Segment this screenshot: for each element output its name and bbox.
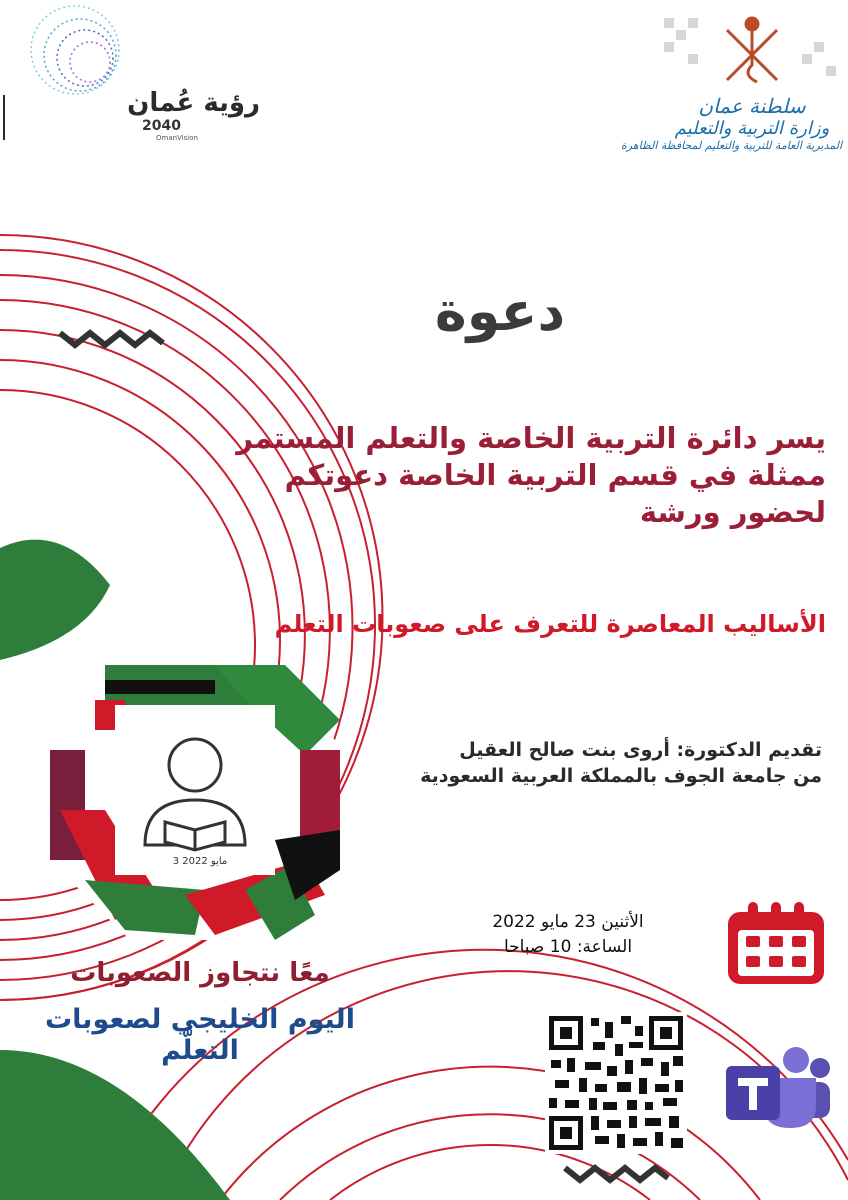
workshop-topic: الأساليب المعاصرة للتعرف على صعوبات التعلم [274, 610, 826, 638]
khanjar-emblem-icon [662, 10, 842, 94]
ministry-logo [620, 10, 842, 180]
oman-vision-logo [110, 88, 260, 142]
presenter-line-1: تقديم الدكتورة: أروى بنت صالح العقيل [459, 739, 822, 761]
presenter-line-2: من جامعة الجوف بالمملكة العربية السعودية [420, 764, 822, 787]
qr-code-icon[interactable] [545, 1012, 687, 1154]
event-time: الساعة: 10 صباحا [503, 936, 633, 957]
vision-year: 2040 [142, 118, 181, 134]
calendar-icon [726, 900, 826, 988]
vision-english: OmanVision [156, 134, 198, 142]
presenter-info [302, 738, 822, 789]
event-schedule [458, 910, 678, 959]
slogan-line-2: اليوم الخليجي لصعوبات التعلّم [45, 1004, 355, 1066]
green-blob-left [0, 540, 110, 660]
vision-arabic: رؤية عُمان [127, 88, 260, 118]
ministry-line-2: وزارة التربية والتعليم [674, 118, 830, 139]
event-date: الأثنين 23 مايو 2022 [492, 912, 644, 932]
ministry-line-3: المديرية العامة للتربية والتعليم لمحافظة الظاهرة [620, 139, 842, 152]
invitation-intro: يسر دائرة التربية الخاصة والتعلم المستمر ممثلة في قسم التربية الخاصة دعوتكم لحضور ورشة [236, 421, 826, 530]
zigzag-bottom [565, 1168, 668, 1180]
slogan-line-1: معًا نتجاوز الصعوبات [70, 958, 330, 988]
microsoft-teams-icon[interactable] [724, 1040, 832, 1130]
page-title: دعوة [434, 280, 566, 343]
gcc-flags-octagon-icon [45, 660, 345, 945]
logo-date: 3 مايو 2022 [172, 856, 228, 867]
oman-vision-swirl [31, 6, 119, 94]
green-blob-bottom [0, 1050, 230, 1200]
ministry-line-1: سلطنة عمان [698, 94, 806, 118]
